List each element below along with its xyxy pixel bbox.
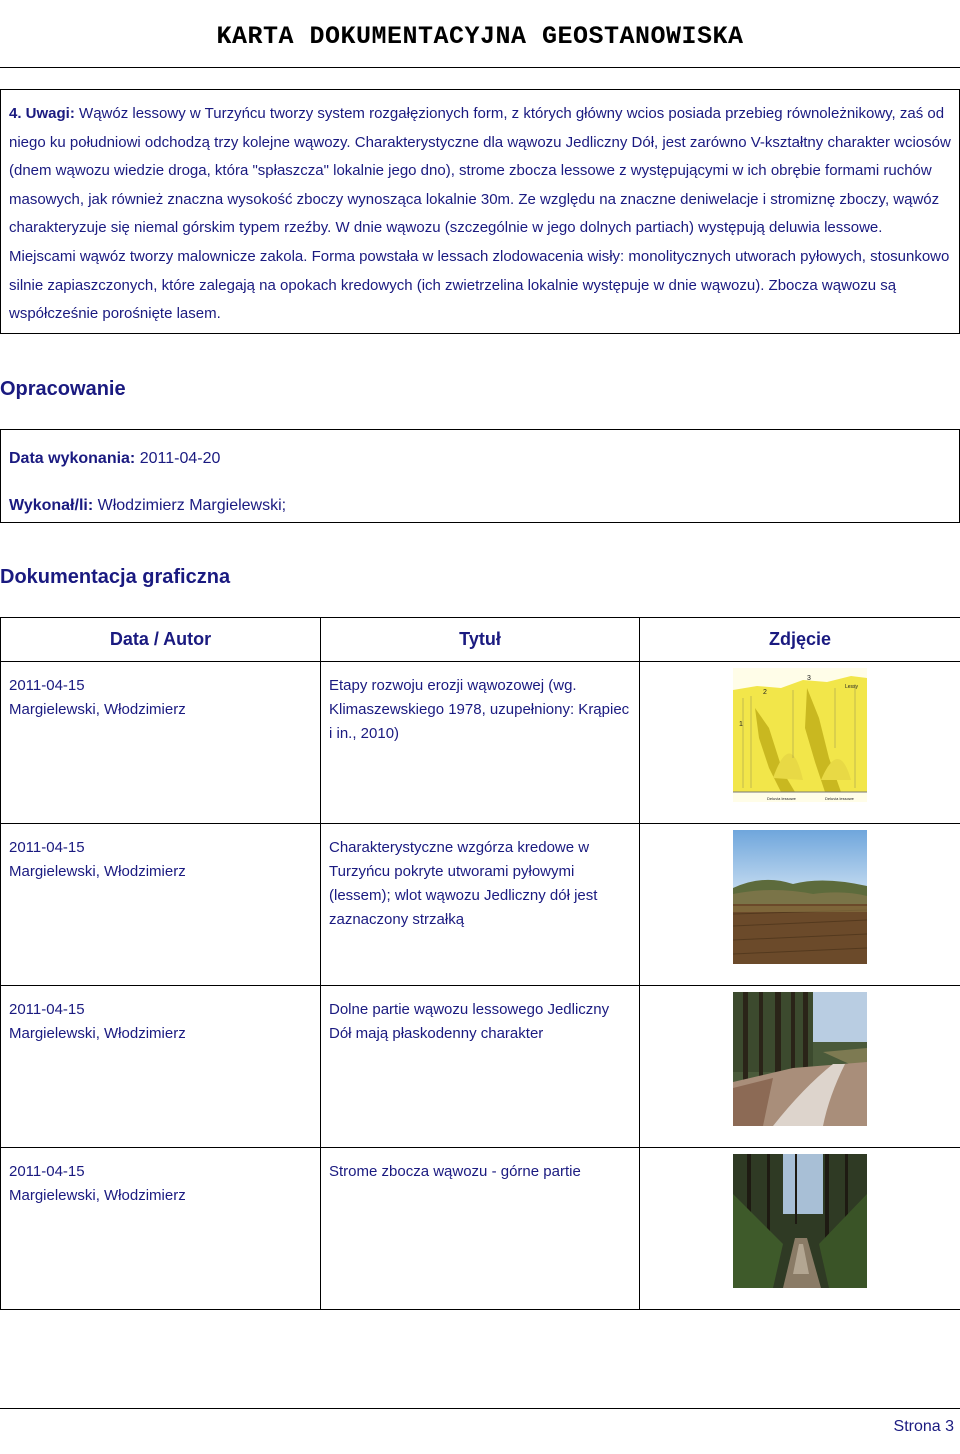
title-cell bbox=[321, 662, 640, 824]
row-date: 2011-04-15 bbox=[9, 1001, 85, 1018]
photo-cell bbox=[640, 1148, 960, 1310]
erosion-diagram-image[interactable] bbox=[733, 668, 867, 802]
title-cell bbox=[321, 824, 640, 986]
date-row bbox=[9, 450, 220, 468]
page-title: KARTA DOKUMENTACYJNA GEOSTANOWISKA bbox=[216, 22, 744, 51]
date-author-cell bbox=[1, 986, 321, 1148]
diagram-label-1: 1 bbox=[739, 721, 743, 728]
uwagi-text: Wąwóz lessowy w Turzyńcu tworzy system rozgałęzionych form, z których główny wcios posiada przebieg równoleżnikowy, zaś od niego ku południowi odchodzą trzy kolejne wąwozy. Charakterystyczne dla wąwozu Jedliczny Dół, jest zarówno V-kształtny charakter wciosów (dnem wąwozu wiedzie droga, która "spłaszcza" lokalnie jego dno), strome zbocza lessowe z występującymi w ich obrębie formami ruchów masowych, jak również znaczna wysokość zboczy wynosząca lokalnie 30m. Ze względu na znaczne deniwelacje i stromiznę zboczy, wąwóz charakteryzuje się niemal górskim typem rzeźby. W dnie wąwozu (szczególnie w jego dolnych partiach) występują deluwia lessowe. Miejscami wąwóz tworzy malownicze zakola. Forma powstała w lessach zlodowacenia wisły: monolitycznych utworach pyłowych, stosunkowo silnie zapiaszczonych, które zalegają na opokach kredowych (ich zwietrzelina lokalnie występuje w dnie wąwozu). Zbocza wąwozu są współcześnie porośnięte lasem. bbox=[9, 105, 951, 323]
row-title: Dolne partie wąwozu lessowego Jedliczny Dół mają płaskodenny charakter bbox=[329, 1001, 610, 1042]
title-divider bbox=[0, 67, 960, 68]
column-header-date-author: Data / Autor bbox=[1, 618, 321, 662]
diagram-label-deluvia-2: Deluvia lessowe bbox=[825, 796, 854, 801]
row-author: Margielewski, Włodzimierz bbox=[9, 701, 186, 718]
opracowanie-section bbox=[0, 429, 960, 523]
date-label: Data wykonania: bbox=[9, 450, 136, 467]
row-author: Margielewski, Włodzimierz bbox=[9, 1025, 186, 1042]
author-label: Wykonał/li: bbox=[9, 497, 94, 514]
row-author: Margielewski, Włodzimierz bbox=[9, 1187, 186, 1204]
title-cell bbox=[321, 1148, 640, 1310]
uwagi-label: 4. Uwagi: bbox=[9, 105, 75, 122]
opracowanie-heading: Opracowanie bbox=[0, 378, 126, 400]
table-row bbox=[1, 662, 960, 824]
row-date: 2011-04-15 bbox=[9, 677, 85, 694]
diagram-label-deluvia-1: Deluvia lessowe bbox=[767, 796, 796, 801]
diagram-label-3: 3 bbox=[807, 675, 811, 682]
table-row bbox=[1, 986, 960, 1148]
column-header-title: Tytuł bbox=[321, 618, 640, 662]
author-value: Włodzimierz Margielewski; bbox=[97, 497, 287, 514]
row-date: 2011-04-15 bbox=[9, 1163, 85, 1180]
dokumentacja-heading: Dokumentacja graficzna bbox=[0, 566, 231, 588]
row-title: Strome zbocza wąwozu - górne partie bbox=[329, 1163, 581, 1180]
photo-cell bbox=[640, 986, 960, 1148]
landscape-photo[interactable] bbox=[733, 830, 867, 964]
column-header-photo: Zdjęcie bbox=[640, 618, 960, 662]
date-author-cell bbox=[1, 662, 321, 824]
row-title: Charakterystyczne wzgórza kredowe w Turzyńcu pokryte utworami pyłowymi (lessem); wlot wąwozu Jedliczny dół jest zaznaczony strzałką bbox=[329, 839, 598, 928]
table-row bbox=[1, 824, 960, 986]
row-date: 2011-04-15 bbox=[9, 839, 85, 856]
steep-gully-photo[interactable] bbox=[733, 1154, 867, 1288]
photo-cell bbox=[640, 824, 960, 986]
documentation-table bbox=[0, 617, 960, 1310]
photo-cell bbox=[640, 662, 960, 824]
table-row bbox=[1, 1148, 960, 1310]
page-number: Strona 3 bbox=[893, 1418, 954, 1435]
author-row bbox=[9, 497, 286, 515]
table-header-row bbox=[1, 618, 960, 662]
diagram-label-2: 2 bbox=[763, 689, 767, 696]
date-author-cell bbox=[1, 824, 321, 986]
diagram-label-lessy: Lessy bbox=[845, 684, 859, 690]
date-author-cell bbox=[1, 1148, 321, 1310]
footer-divider bbox=[0, 1408, 960, 1409]
row-title: Etapy rozwoju erozji wąwozowej (wg. Klimaszewskiego 1978, uzupełniony: Krąpiec i in., 2010) bbox=[329, 677, 630, 742]
title-cell bbox=[321, 986, 640, 1148]
date-value: 2011-04-20 bbox=[139, 450, 221, 467]
uwagi-section bbox=[0, 89, 960, 334]
row-author: Margielewski, Włodzimierz bbox=[9, 863, 186, 880]
forest-road-photo[interactable] bbox=[733, 992, 867, 1126]
